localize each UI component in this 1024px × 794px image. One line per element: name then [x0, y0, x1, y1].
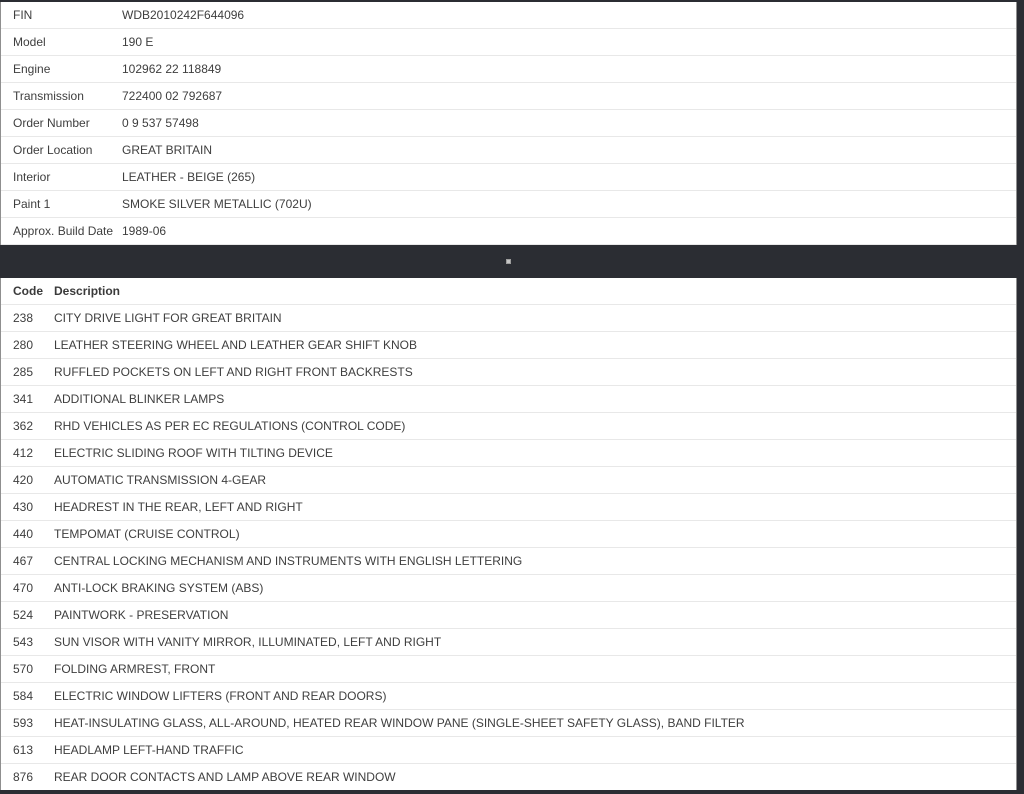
- code-cell: 470: [13, 581, 34, 595]
- spec-label: Interior: [13, 170, 51, 184]
- description-cell: REAR DOOR CONTACTS AND LAMP ABOVE REAR WINDOW: [54, 770, 396, 784]
- code-cell: 341: [13, 392, 34, 406]
- code-row: [1, 467, 1016, 494]
- code-row: [1, 548, 1016, 575]
- spec-row: [1, 83, 1016, 110]
- spec-value: LEATHER - BEIGE (265): [122, 170, 256, 184]
- code-cell: 412: [13, 446, 34, 460]
- section-divider-bar: [0, 245, 1017, 278]
- spec-row: [1, 29, 1016, 56]
- spec-value: SMOKE SILVER METALLIC (702U): [122, 197, 312, 211]
- code-row: [1, 386, 1016, 413]
- description-cell: ELECTRIC WINDOW LIFTERS (FRONT AND REAR DOORS): [54, 689, 387, 703]
- code-cell: 467: [13, 554, 34, 568]
- right-edge-strip: [1017, 0, 1024, 794]
- description-cell: AUTOMATIC TRANSMISSION 4-GEAR: [54, 473, 267, 487]
- code-cell: 430: [13, 500, 34, 514]
- code-row: [1, 305, 1016, 332]
- codes-table: [1, 278, 1016, 791]
- description-cell: LEATHER STEERING WHEEL AND LEATHER GEAR SHIFT KNOB: [54, 338, 417, 352]
- code-column-header: Code: [13, 284, 43, 298]
- spec-value: 0 9 537 57498: [122, 116, 199, 130]
- description-cell: RHD VEHICLES AS PER EC REGULATIONS (CONTROL CODE): [54, 419, 406, 433]
- spec-value: 190 E: [122, 35, 154, 49]
- code-row: [1, 413, 1016, 440]
- code-row: [1, 359, 1016, 386]
- spec-row: [1, 191, 1016, 218]
- spec-row: [1, 218, 1016, 245]
- code-cell: 362: [13, 419, 34, 433]
- code-cell: 420: [13, 473, 34, 487]
- code-row: [1, 440, 1016, 467]
- spec-row: [1, 164, 1016, 191]
- description-cell: ANTI-LOCK BRAKING SYSTEM (ABS): [54, 581, 264, 595]
- spec-value: WDB2010242F644096: [122, 8, 245, 22]
- spec-value: 102962 22 118849: [122, 62, 222, 76]
- code-row: [1, 764, 1016, 791]
- code-cell: 238: [13, 311, 34, 325]
- bottom-edge-strip: [0, 790, 1024, 794]
- codes-header-row: [1, 278, 1016, 305]
- description-cell: RUFFLED POCKETS ON LEFT AND RIGHT FRONT BACKRESTS: [54, 365, 413, 379]
- spec-label: Engine: [13, 62, 51, 76]
- spec-table: [1, 2, 1016, 245]
- description-cell: FOLDING ARMREST, FRONT: [54, 662, 216, 676]
- code-cell: 440: [13, 527, 34, 541]
- code-cell: 543: [13, 635, 34, 649]
- spec-row: [1, 56, 1016, 83]
- spec-label: Transmission: [13, 89, 84, 103]
- spec-value: GREAT BRITAIN: [122, 143, 213, 157]
- spec-label: Paint 1: [13, 197, 51, 211]
- description-cell: HEADLAMP LEFT-HAND TRAFFIC: [54, 743, 244, 757]
- spec-label: Order Number: [13, 116, 90, 130]
- description-cell: SUN VISOR WITH VANITY MIRROR, ILLUMINATED, LEFT AND RIGHT: [54, 635, 442, 649]
- code-cell: 285: [13, 365, 34, 379]
- code-row: [1, 683, 1016, 710]
- spec-row: [1, 137, 1016, 164]
- small-square-marker-icon: [506, 259, 511, 264]
- code-cell: 593: [13, 716, 34, 730]
- spec-label: Order Location: [13, 143, 93, 157]
- code-cell: 613: [13, 743, 34, 757]
- spec-label: FIN: [13, 8, 33, 22]
- code-cell: 876: [13, 770, 34, 784]
- description-cell: HEAT-INSULATING GLASS, ALL-AROUND, HEATED REAR WINDOW PANE (SINGLE-SHEET SAFETY GLASS), BAND FILTER: [54, 716, 745, 730]
- spec-value: 722400 02 792687: [122, 89, 223, 103]
- description-cell: TEMPOMAT (CRUISE CONTROL): [54, 527, 240, 541]
- description-cell: ADDITIONAL BLINKER LAMPS: [54, 392, 225, 406]
- description-cell: CENTRAL LOCKING MECHANISM AND INSTRUMENTS WITH ENGLISH LETTERING: [54, 554, 523, 568]
- description-cell: HEADREST IN THE REAR, LEFT AND RIGHT: [54, 500, 303, 514]
- code-row: [1, 737, 1016, 764]
- code-cell: 584: [13, 689, 34, 703]
- code-cell: 524: [13, 608, 34, 622]
- spec-label: Model: [13, 35, 46, 49]
- code-row: [1, 602, 1016, 629]
- description-cell: ELECTRIC SLIDING ROOF WITH TILTING DEVICE: [54, 446, 333, 460]
- code-row: [1, 521, 1016, 548]
- code-row: [1, 332, 1016, 359]
- datacard-content: [0, 2, 1017, 791]
- code-row: [1, 575, 1016, 602]
- description-column-header: Description: [54, 284, 121, 298]
- code-cell: 570: [13, 662, 34, 676]
- code-row: [1, 629, 1016, 656]
- code-cell: 280: [13, 338, 34, 352]
- spec-row: [1, 2, 1016, 29]
- spec-label: Approx. Build Date: [13, 224, 114, 238]
- code-row: [1, 710, 1016, 737]
- spec-row: [1, 110, 1016, 137]
- description-cell: PAINTWORK - PRESERVATION: [54, 608, 229, 622]
- code-row: [1, 656, 1016, 683]
- description-cell: CITY DRIVE LIGHT FOR GREAT BRITAIN: [54, 311, 282, 325]
- code-row: [1, 494, 1016, 521]
- top-edge-strip: [0, 0, 1024, 2]
- spec-value: 1989-06: [122, 224, 167, 238]
